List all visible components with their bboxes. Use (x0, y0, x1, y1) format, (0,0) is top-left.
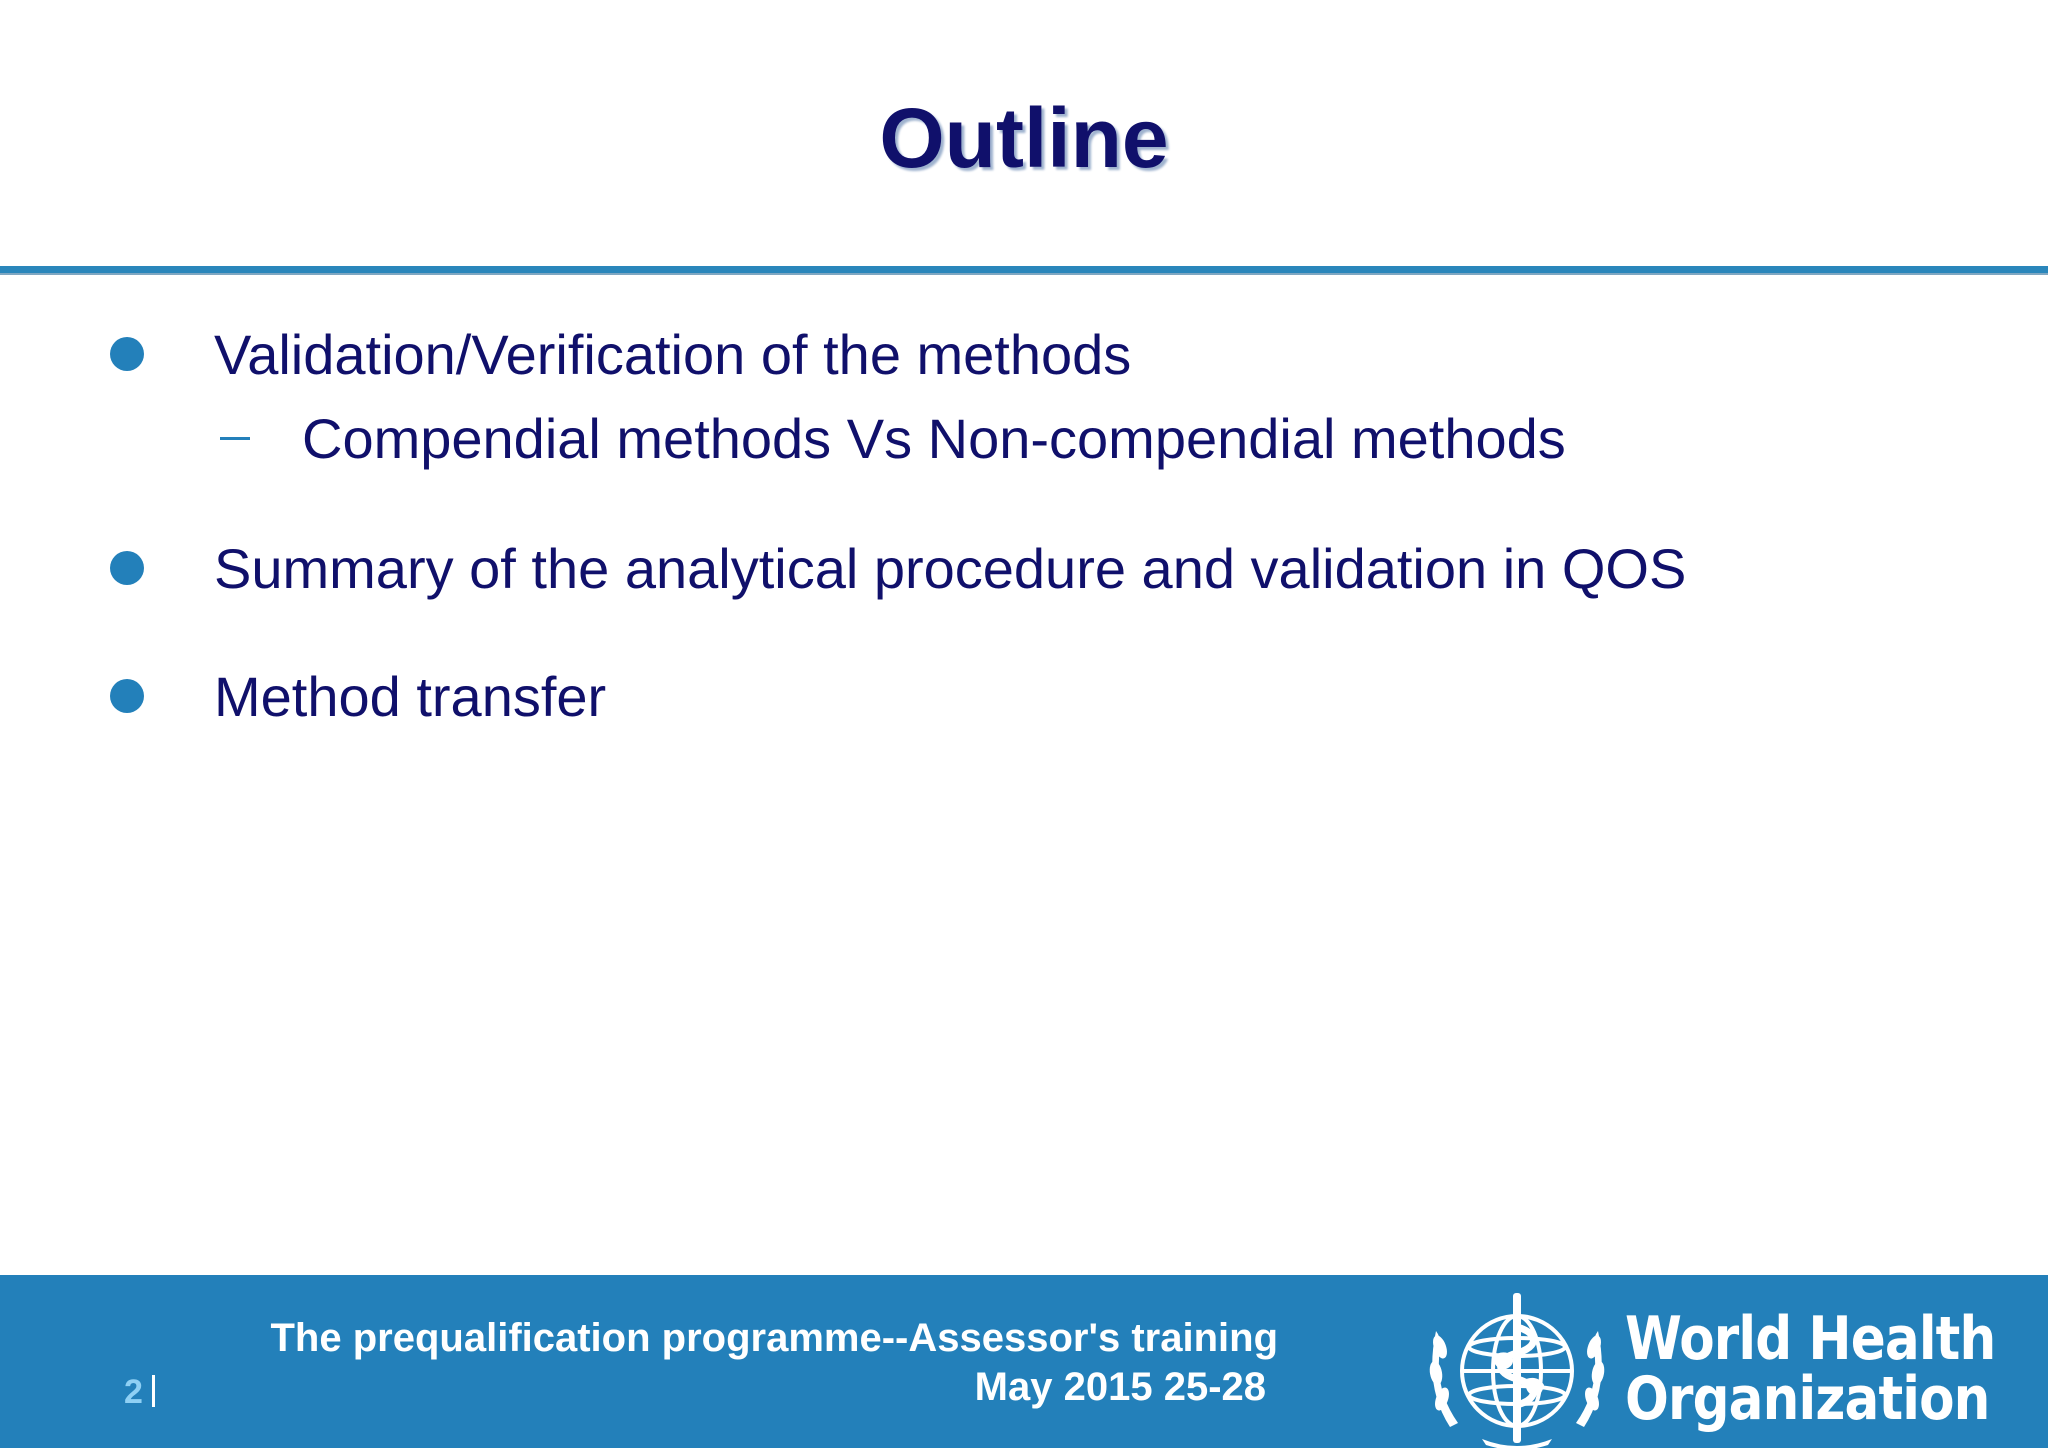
dash-icon (220, 437, 250, 440)
page-number: 2 (124, 1373, 143, 1411)
bullet-item (110, 323, 1131, 387)
bullet-text: Validation/Verification of the methods (214, 323, 1132, 386)
who-emblem-icon (1422, 1287, 1612, 1448)
who-logo-line2: Organization (1625, 1364, 1990, 1434)
sub-bullet-text: Compendial methods Vs Non-compendial methods (302, 407, 1566, 470)
slide-title: Outline (879, 91, 1169, 185)
who-logo-text (1625, 1304, 1996, 1434)
bullet-item (110, 665, 606, 729)
sub-bullet-item (220, 407, 1566, 471)
bullet-text: Summary of the analytical procedure and validation in QOS (214, 537, 1687, 600)
title-divider (0, 266, 2048, 275)
bullet-dot-icon (110, 337, 144, 371)
footer-title: The prequalification programme--Assessor's training (270, 1316, 1278, 1360)
page-number-separator (152, 1375, 155, 1407)
footer-date: May 2015 25-28 (974, 1365, 1266, 1409)
bullet-item (110, 537, 1686, 601)
bullet-dot-icon (110, 679, 144, 713)
footer-bar (0, 1275, 2048, 1448)
who-logo-line1: World Health (1625, 1304, 1996, 1374)
bullet-dot-icon (110, 551, 144, 585)
bullet-text: Method transfer (214, 665, 607, 728)
